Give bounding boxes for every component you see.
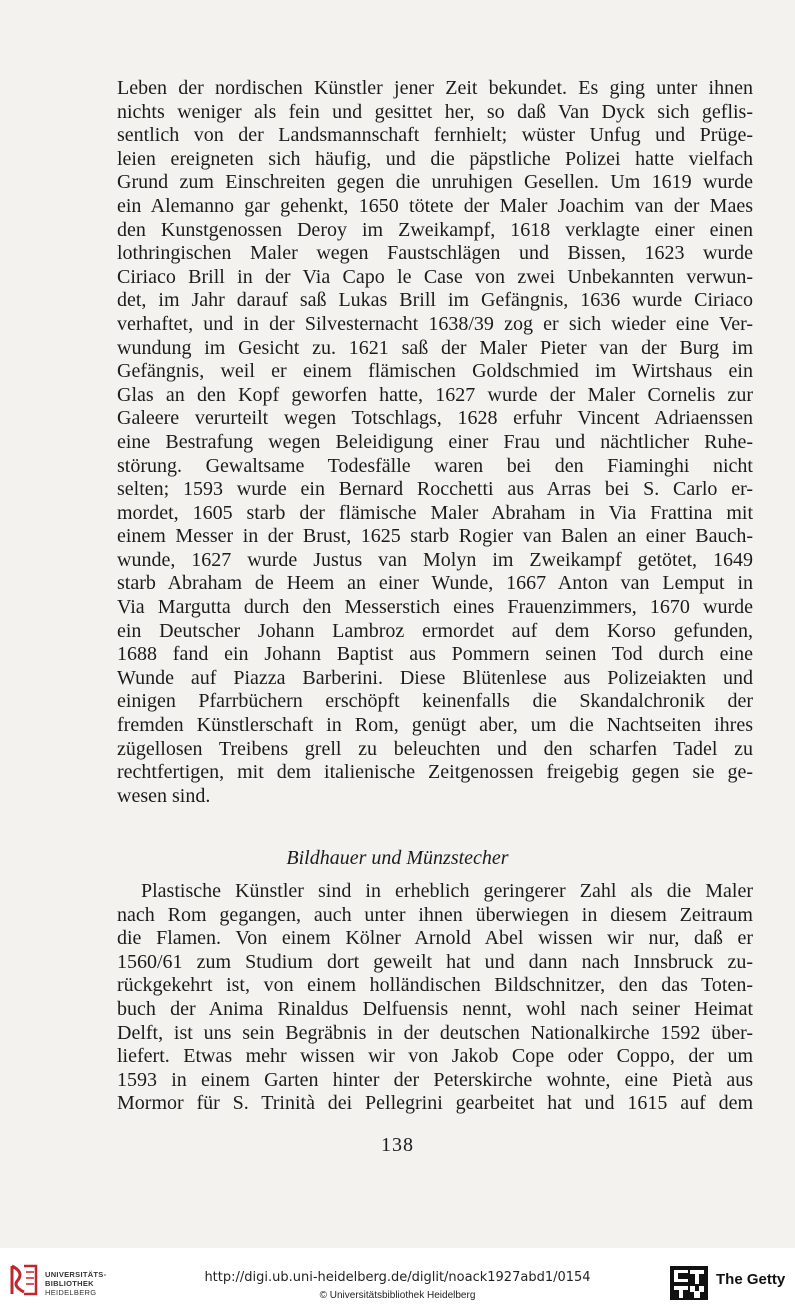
- text-line: leien ereigneten sich häufig, und die päpstliche Polizei hatte vielfach: [117, 147, 753, 170]
- text-line: einem Messer in der Brust, 1625 starb Rogier van Balen an einer Bauch-: [117, 525, 753, 548]
- text-line: lothringischen Maler wegen Faustschlägen und Bissen, 1623 wurde: [117, 242, 753, 265]
- text-line: 1688 fand ein Johann Baptist aus Pommern seinen Tod durch eine: [117, 643, 753, 666]
- text-line: Delft, ist uns sein Begräbnis in der deutschen Nationalkirche 1592 über-: [117, 1021, 753, 1044]
- copyright-notice: © Universitätsbibliothek Heidelberg: [319, 1290, 476, 1301]
- text-line: wunde, 1627 wurde Justus van Molyn im Zweikampf getötet, 1649: [117, 548, 753, 571]
- text-line: ein Deutscher Johann Lambroz ermordet auf dem Korso gefunden,: [117, 619, 753, 642]
- text-line: wundung im Gesicht zu. 1621 saß der Maler Pieter van der Burg im: [117, 336, 753, 359]
- text-line: det, im Jahr darauf saß Lukas Brill im Gefängnis, 1636 wurde Ciriaco: [117, 289, 753, 312]
- text-line: Mormor für S. Trinità dei Pellegrini gearbeitet hat und 1615 auf dem: [117, 1092, 753, 1115]
- text-line: zügellosen Treibens grell zu beleuchten und den scharfen Tadel zu: [117, 737, 753, 760]
- text-line: Gefängnis, weil er einem flämischen Goldschmied im Wirtshaus ein: [117, 360, 753, 383]
- section-heading: Bildhauer und Münzstecher: [286, 847, 509, 869]
- text-line: wesen sind.: [117, 784, 211, 807]
- text-line: Glas an den Kopf geworfen hatte, 1627 wurde der Maler Cornelis zur: [117, 383, 753, 406]
- text-line: 1593 in einem Garten hinter der Peterskirche wohnte, eine Pietà aus: [117, 1068, 753, 1091]
- text-line: Ciriaco Brill in der Via Capo le Case von zwei Unbekannten verwun-: [117, 265, 753, 288]
- permalink-url[interactable]: http://digi.ub.uni-heidelberg.de/diglit/noack1927abd1/0154: [204, 1270, 591, 1285]
- library-name-line: UNIVERSITÄTS-: [45, 1270, 107, 1279]
- library-name-line: BIBLIOTHEK: [45, 1279, 94, 1288]
- text-line: Plastische Künstler sind in erheblich geringerer Zahl als die Maler: [141, 880, 753, 902]
- getty-logo-icon: [668, 1264, 710, 1302]
- text-line: Grund zum Einschreiten gegen die unruhigen Gesellen. Um 1619 wurde: [117, 171, 753, 194]
- text-line: Galeere verurteilt wegen Totschlags, 1628 erfuhr Vincent Adriaenssen: [117, 407, 753, 430]
- text-line: buch der Anima Rinaldus Delfuensis nennt, wohl nach seiner Heimat: [117, 997, 753, 1020]
- text-line: ein Alemanno gar gehenkt, 1650 tötete der Maler Joachim van der Maes: [117, 194, 753, 217]
- text-line: mordet, 1605 starb der flämische Maler Abraham in Via Frattina mit: [117, 501, 753, 524]
- text-line: liefert. Etwas mehr wissen wir von Jakob Cope oder Coppo, der um: [117, 1045, 753, 1068]
- page-number: 138: [381, 1134, 414, 1156]
- text-line: 1560/61 zum Studium dort geweilt hat und dann nach Innsbruck zu-: [117, 950, 753, 973]
- text-line: den Kunstgenossen Deroy im Zweikampf, 1618 verklagte einer einen: [117, 218, 753, 241]
- getty-label: The Getty: [716, 1271, 786, 1288]
- paragraph-2: [117, 880, 753, 1116]
- text-line: sentlich von der Landsmannschaft fernhielt; wüster Unfug und Prüge-: [117, 124, 753, 147]
- text-line: Wunde auf Piazza Barberini. Diese Blütenlese aus Polizeiakten und: [117, 666, 753, 689]
- text-line: die Flamen. Von einem Kölner Arnold Abel wissen wir nur, daß er: [117, 927, 753, 950]
- text-line: verhaftet, und in der Silvesternacht 1638/39 zog er sich wieder eine Ver-: [117, 312, 753, 335]
- text-line: rechtfertigen, mit dem italienische Zeitgenossen freigebig gegen sie ge-: [117, 761, 753, 784]
- text-line: rückgekehrt ist, von einem holländischen Bildschnitzer, den das Toten-: [117, 974, 753, 997]
- text-line: einigen Pfarrbüchern erschöpft keinenfalls die Skandalchronik der: [117, 690, 753, 713]
- text-line: nach Rom gegangen, auch unter ihnen überwiegen in diesem Zeitraum: [117, 903, 753, 926]
- paragraph-1: [117, 77, 753, 808]
- text-line: Via Margutta durch den Messerstich eines Frauenzimmers, 1670 wurde: [117, 596, 753, 619]
- text-line: nichts weniger als fein und gesittet her, so daß Van Dyck sich geflis-: [117, 100, 753, 123]
- text-line: Leben der nordischen Künstler jener Zeit bekundet. Es ging unter ihnen: [117, 77, 753, 99]
- text-line: eine Bestrafung wegen Beleidigung einer Frau und nächtlicher Ruhe-: [117, 430, 753, 453]
- text-line: starb Abraham de Heem an einer Wunde, 1667 Anton van Lemput in: [117, 572, 753, 595]
- library-name-line: HEIDELBERG: [45, 1288, 97, 1297]
- text-line: störung. Gewaltsame Todesfälle waren bei den Fiaminghi nicht: [117, 454, 753, 477]
- text-line: selten; 1593 wurde ein Bernard Rocchetti aus Arras bei S. Carlo er-: [117, 478, 753, 501]
- footer: [0, 1248, 795, 1314]
- text-line: fremden Künstlerschaft in Rom, genügt aber, um die Nachtseiten ihres: [117, 714, 753, 737]
